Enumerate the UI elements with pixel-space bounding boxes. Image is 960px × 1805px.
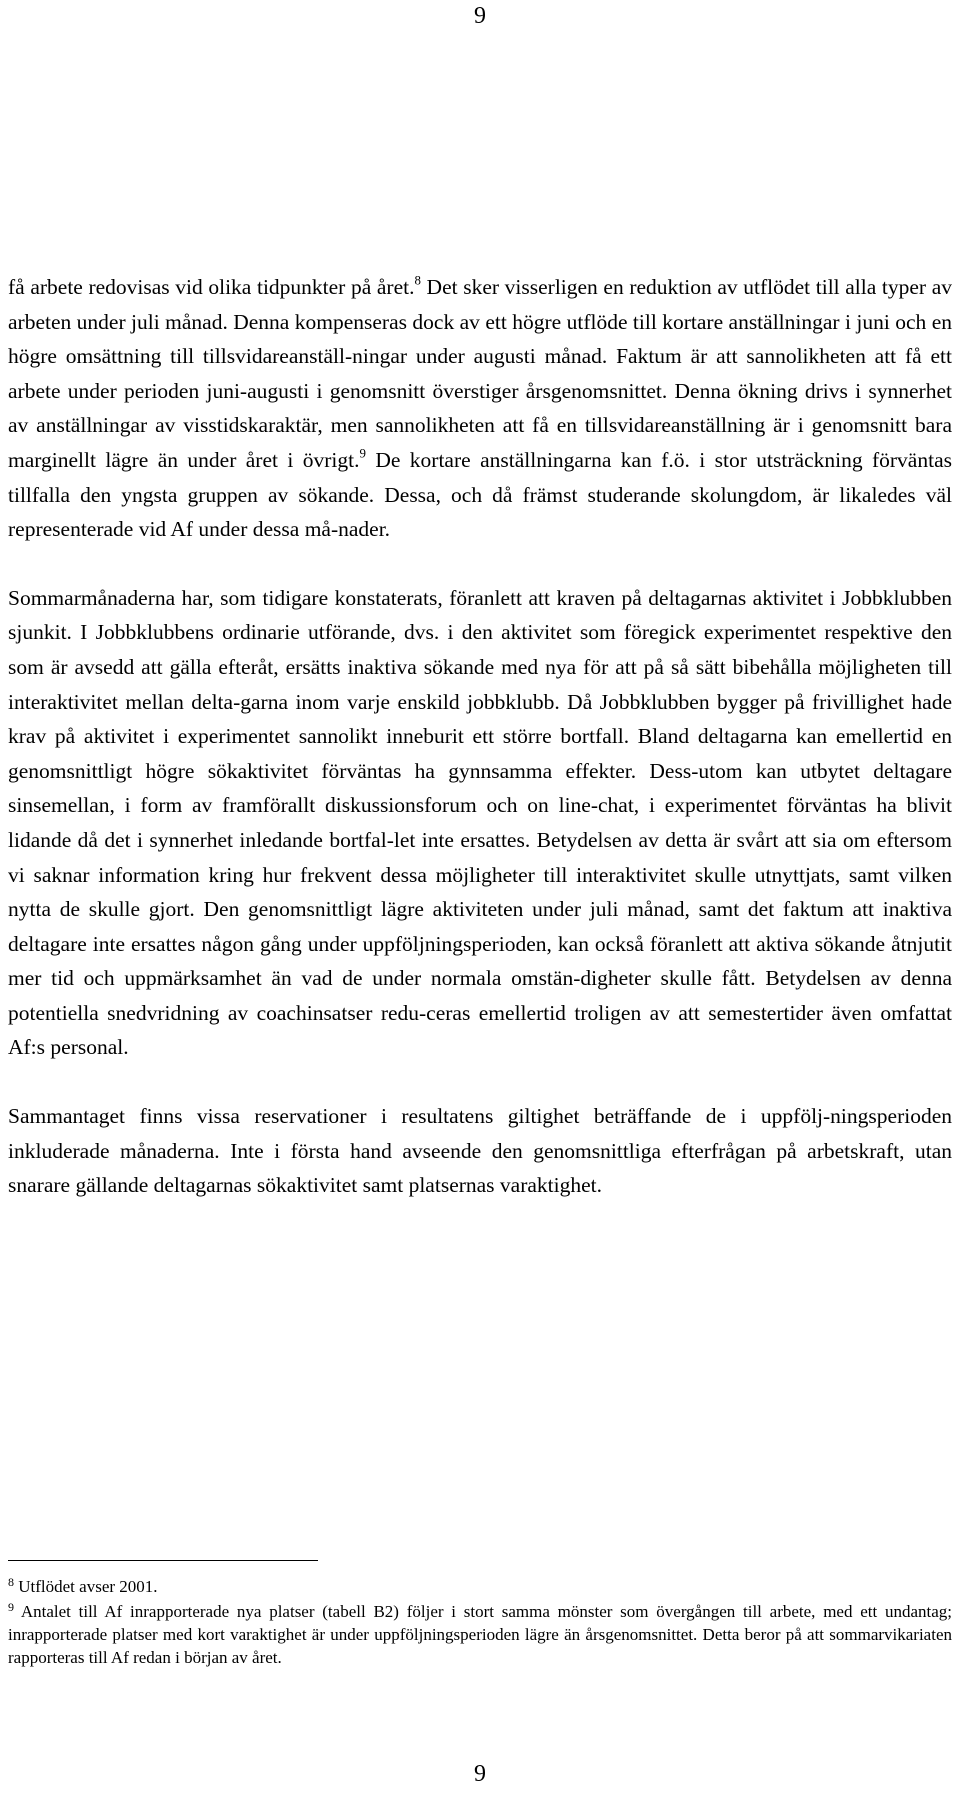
footnotes [8,1575,952,1671]
page-number-top: 9 [474,3,486,29]
footnote-text: Antalet till Af inrapporterade nya platser (tabell B2) följer i stort samma mönster som övergången till arbete, med ett undantag; inrapporterade platser med kort varaktighet är under uppföljningsperioden lägre än årsgenomsnittet. Detta beror på att sommarvikariaten rapporteras till Af redan i början av året. [8,1602,953,1667]
footnote [8,1600,952,1669]
paragraph-text: få arbete redovisas vid olika tidpunkter på året. [8,275,415,299]
footnote-text: Utflödet avser 2001. [18,1577,158,1596]
footnote-reference[interactable]: 8 [414,273,421,288]
paragraph [8,1099,952,1203]
paragraph-text: Det sker visserligen en reduktion av utflödet till alla typer av arbeten under juli månad. Denna kompenseras dock av ett högre utflöde till kortare anställningar i juni och en högre omsättning till tillsvidareanställ-ningar under augusti månad. Faktum är att sannolikheten att få ett arbete under perioden juni-augusti i genomsnitt överstiger årsgenomsnittet. Denna ökning drivs i synnerhet av anställningar av visstidskaraktär, men sannolikheten att få en tillsvidareanställning är i genomsnitt bara marginellt lägre än under året i övrigt. [8,275,953,472]
paragraph-text: Sommarmånaderna har, som tidigare konstaterats, föranlett att kraven på deltagarnas aktivitet i Jobbklubben sjunkit. I Jobbklubbens ordinarie utförande, dvs. i den aktivitet som föregick experimentet respektive den som är avsedd att gälla efteråt, ersätts inaktiva sökande med nya för att på så sätt bibehålla möjligheten till interaktivitet mellan delta-garna inom varje enskild jobbklubb. Då Jobbklubben bygger på frivillighet hade krav på aktivitet i experimentet sannolikt inneburit ett större bortfall. Bland deltagarna kan emellertid en genomsnittligt högre sökaktivitet förväntas ha gynnsamma effekter. Dess-utom kan utbytet deltagare sinsemellan, i form av framförallt diskussionsforum och on line-chat, i experimentet förväntas ha blivit lidande då det i synnerhet inledande bortfal-let inte ersattes. Betydelsen av detta är svårt att sia om eftersom vi saknar information kring hur frekvent dessa möjligheter till interaktivitet skulle utnyttjats, samt vilken nytta de skulle gjort. Den genomsnittligt lägre aktiviteten under juli månad, samt det faktum att inaktiva deltagare inte ersattes någon gång under uppföljningsperioden, kan också föranlett att aktiva sökande åtnjutit mer tid och uppmärksamhet än vad de under normala omstän-digheter skulle fått. Betydelsen av denna potentiella snedvridning av coachinsatser redu-ceras emellertid troligen av att semestertider även omfattat Af:s personal. [8,585,952,1060]
footnote-marker: 8 [8,1575,14,1589]
footnote [8,1575,952,1598]
paragraph [8,581,952,1065]
paragraph [8,270,952,547]
footnote-separator [8,1560,318,1561]
body-text [8,270,952,1237]
paragraph-text: Sammantaget finns vissa reservationer i resultatens giltighet beträffande de i uppfölj-ningsperioden inkluderade månaderna. Inte i första hand avseende den genomsnittliga efterfrågan på arbetskraft, utan snarare gällande deltagarnas sökaktivitet samt platsernas varaktighet. [8,1104,952,1198]
footnote-reference[interactable]: 9 [359,446,366,461]
page-number-bottom: 9 [474,1761,486,1787]
footnote-marker: 9 [8,1600,14,1614]
paragraph-text: De kortare anställningarna kan f.ö. i stor utsträckning förväntas tillfalla den yngsta gruppen av sökande. Dessa, och då främst studerande skolungdom, är likaledes väl representerade vid Af under dessa må-nader. [8,447,952,542]
